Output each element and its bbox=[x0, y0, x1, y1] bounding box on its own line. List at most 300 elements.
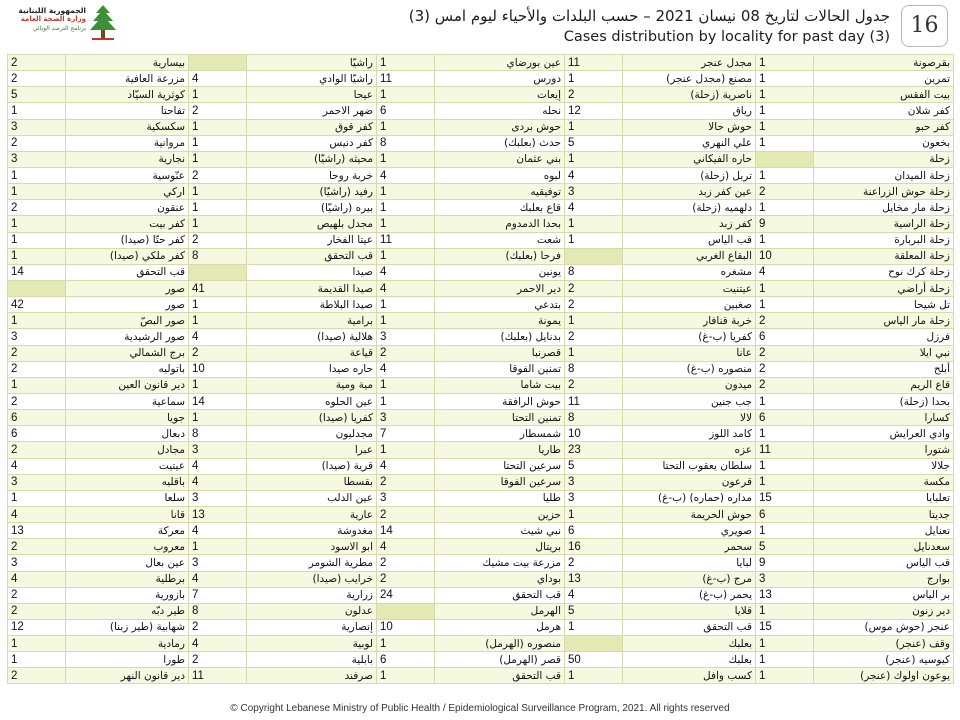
table-row bbox=[8, 571, 954, 587]
locality-name: عين بعال bbox=[66, 555, 189, 571]
case-count: 5 bbox=[565, 603, 623, 619]
table-row bbox=[8, 264, 954, 280]
case-count: 3 bbox=[8, 119, 66, 135]
locality-name: باقليه bbox=[66, 474, 189, 490]
case-count: 2 bbox=[8, 361, 66, 377]
case-count: 6 bbox=[377, 103, 435, 119]
table-row bbox=[8, 329, 954, 345]
case-count: 1 bbox=[756, 523, 814, 539]
table-row bbox=[8, 55, 954, 71]
locality-name: مجادل bbox=[66, 442, 189, 458]
table-row bbox=[8, 636, 954, 652]
locality-name: قب التحقق bbox=[66, 264, 189, 280]
locality-name: عنقون bbox=[66, 200, 189, 216]
locality-name: محيثه (راشيّا) bbox=[247, 151, 377, 167]
locality-name: عانا bbox=[623, 345, 756, 361]
region-header: بعلبك bbox=[623, 636, 756, 652]
case-count: 1 bbox=[189, 151, 247, 167]
case-count: 1 bbox=[756, 167, 814, 183]
case-count: 4 bbox=[565, 587, 623, 603]
locality-name: رياق bbox=[623, 103, 756, 119]
case-count: 1 bbox=[377, 119, 435, 135]
case-count: 2 bbox=[377, 571, 435, 587]
cases-table bbox=[7, 54, 954, 684]
locality-name: بوداي bbox=[435, 571, 565, 587]
locality-name: بيت الفقس bbox=[814, 87, 954, 103]
locality-name: تعنايل bbox=[814, 523, 954, 539]
table-row bbox=[8, 200, 954, 216]
locality-name: بحدا (زحلة) bbox=[814, 393, 954, 409]
case-count: 2 bbox=[189, 232, 247, 248]
case-count: 14 bbox=[189, 393, 247, 409]
title-english: Cases distribution by locality for past day (3) bbox=[563, 29, 890, 45]
case-count: 1 bbox=[756, 652, 814, 668]
table-row bbox=[8, 313, 954, 329]
locality-name: مصنع (مجدل عنجر) bbox=[623, 71, 756, 87]
case-count: 4 bbox=[377, 280, 435, 296]
case-count: 3 bbox=[377, 410, 435, 426]
locality-name: سماعية bbox=[66, 393, 189, 409]
case-count bbox=[565, 636, 623, 652]
locality-name: كوثرية السيّاد bbox=[66, 87, 189, 103]
table-row bbox=[8, 345, 954, 361]
table-row bbox=[8, 619, 954, 635]
locality-name: زحلة حوش الزراعنة bbox=[814, 184, 954, 200]
case-count: 2 bbox=[756, 184, 814, 200]
case-count: 1 bbox=[756, 232, 814, 248]
locality-name: سلعا bbox=[66, 490, 189, 506]
locality-name: مكسة bbox=[814, 474, 954, 490]
table-row bbox=[8, 506, 954, 522]
locality-name: زحلة البربارة bbox=[814, 232, 954, 248]
case-count: 2 bbox=[377, 474, 435, 490]
table-row bbox=[8, 458, 954, 474]
locality-name: تمنين الفوقا bbox=[435, 361, 565, 377]
locality-name: يوعون اولوك (عنجر) bbox=[814, 668, 954, 684]
case-count: 11 bbox=[565, 393, 623, 409]
locality-name: تربل (زحلة) bbox=[623, 167, 756, 183]
table-row bbox=[8, 523, 954, 539]
case-count: 8 bbox=[565, 410, 623, 426]
case-count: 2 bbox=[8, 345, 66, 361]
case-count: 6 bbox=[8, 410, 66, 426]
locality-name: منصوره (الهرمل) bbox=[435, 636, 565, 652]
case-count: 2 bbox=[189, 652, 247, 668]
table-row bbox=[8, 232, 954, 248]
locality-name: لبايا bbox=[623, 555, 756, 571]
locality-name: خرايب (صيدا) bbox=[247, 571, 377, 587]
locality-name: حوش حالا bbox=[623, 119, 756, 135]
locality-name: ضهر الاحمر bbox=[247, 103, 377, 119]
case-count: 1 bbox=[189, 135, 247, 151]
case-count: 1 bbox=[377, 377, 435, 393]
case-count: 4 bbox=[756, 264, 814, 280]
table-row bbox=[8, 167, 954, 183]
case-count: 2 bbox=[565, 87, 623, 103]
case-count: 6 bbox=[8, 426, 66, 442]
locality-name: يحمر (ب-غ) bbox=[623, 587, 756, 603]
locality-name: هلالية (صيدا) bbox=[247, 329, 377, 345]
case-count: 1 bbox=[565, 313, 623, 329]
logo-line2: وزارة الصحة العامة bbox=[20, 15, 86, 23]
locality-name: راشيّا الوادي bbox=[247, 71, 377, 87]
locality-name: طير دبّه bbox=[66, 603, 189, 619]
case-count: 2 bbox=[377, 555, 435, 571]
case-count: 1 bbox=[756, 458, 814, 474]
case-count: 2 bbox=[8, 135, 66, 151]
locality-name: زحلة مار مخايل bbox=[814, 200, 954, 216]
page-number: 16 bbox=[901, 5, 948, 47]
case-count: 1 bbox=[377, 55, 435, 71]
locality-name: قب التحقق bbox=[435, 587, 565, 603]
case-count: 24 bbox=[377, 587, 435, 603]
locality-name: كسب وافل bbox=[623, 668, 756, 684]
case-count: 2 bbox=[8, 55, 66, 71]
locality-name: عين بورضاي bbox=[435, 55, 565, 71]
case-count: 8 bbox=[377, 135, 435, 151]
locality-name: كفريا (صيدا) bbox=[247, 410, 377, 426]
locality-name: زحلة مار الياس bbox=[814, 313, 954, 329]
region-header: صور bbox=[66, 280, 189, 296]
locality-name: حوش بردى bbox=[435, 119, 565, 135]
locality-name: كفر شلان bbox=[814, 103, 954, 119]
case-count: 2 bbox=[377, 345, 435, 361]
locality-name: كفر قوق bbox=[247, 119, 377, 135]
table-row bbox=[8, 216, 954, 232]
case-count: 9 bbox=[756, 555, 814, 571]
locality-name: عين كفر زبد bbox=[623, 184, 756, 200]
locality-name: بقسطا bbox=[247, 474, 377, 490]
locality-name: كسارا bbox=[814, 410, 954, 426]
locality-name: باتوليه bbox=[66, 361, 189, 377]
case-count: 13 bbox=[189, 506, 247, 522]
case-count: 1 bbox=[756, 474, 814, 490]
locality-name: عزه bbox=[623, 442, 756, 458]
locality-name: أبلح bbox=[814, 361, 954, 377]
case-count: 1 bbox=[377, 248, 435, 264]
case-count: 1 bbox=[756, 71, 814, 87]
case-count: 1 bbox=[189, 119, 247, 135]
locality-name: دير قانون النهر bbox=[66, 668, 189, 684]
case-count: 3 bbox=[189, 442, 247, 458]
locality-name: قياعة bbox=[247, 345, 377, 361]
cedar-icon bbox=[88, 4, 118, 42]
case-count: 1 bbox=[756, 297, 814, 313]
locality-name: صيدا البلاطة bbox=[247, 297, 377, 313]
locality-name: جلالا bbox=[814, 458, 954, 474]
case-count: 2 bbox=[8, 71, 66, 87]
table-row bbox=[8, 377, 954, 393]
locality-name: خربة قنافار bbox=[623, 313, 756, 329]
case-count: 2 bbox=[756, 313, 814, 329]
locality-name: ناصرية (زحلة) bbox=[623, 87, 756, 103]
case-count: 3 bbox=[8, 474, 66, 490]
case-count: 4 bbox=[189, 71, 247, 87]
locality-name: يمونة bbox=[435, 313, 565, 329]
locality-name: قلايا bbox=[623, 603, 756, 619]
case-count: 1 bbox=[756, 87, 814, 103]
case-count: 4 bbox=[189, 329, 247, 345]
locality-name: عبرا bbox=[247, 442, 377, 458]
locality-name: بيسارية bbox=[66, 55, 189, 71]
logo-line1: الجمهورية اللبنانية bbox=[18, 6, 86, 15]
locality-name: عنجر (حوش موس) bbox=[814, 619, 954, 635]
locality-name: حوش الحريمة bbox=[623, 506, 756, 522]
locality-name: دير قانون العين bbox=[66, 377, 189, 393]
case-count: 2 bbox=[8, 442, 66, 458]
locality-name: صور الرشيدية bbox=[66, 329, 189, 345]
case-count: 1 bbox=[565, 619, 623, 635]
locality-name: برامية bbox=[247, 313, 377, 329]
locality-name: تل شيحا bbox=[814, 297, 954, 313]
case-count: 4 bbox=[189, 474, 247, 490]
case-count: 2 bbox=[565, 280, 623, 296]
locality-name: كفر حتّا (صيدا) bbox=[66, 232, 189, 248]
case-count: 1 bbox=[189, 184, 247, 200]
locality-name: جويا bbox=[66, 410, 189, 426]
case-count: 1 bbox=[8, 184, 66, 200]
locality-name: توفيقيه bbox=[435, 184, 565, 200]
case-count: 1 bbox=[565, 119, 623, 135]
case-count: 23 bbox=[565, 442, 623, 458]
locality-name: بر الياس bbox=[814, 587, 954, 603]
locality-name: مزرعة العافية bbox=[66, 71, 189, 87]
locality-name: مية ومية bbox=[247, 377, 377, 393]
case-count: 1 bbox=[377, 216, 435, 232]
table-row bbox=[8, 103, 954, 119]
case-count: 2 bbox=[565, 297, 623, 313]
case-count: 15 bbox=[756, 619, 814, 635]
logo-line3: برنامج الترصد الوبائي bbox=[32, 25, 86, 32]
locality-name: معركة bbox=[66, 523, 189, 539]
case-count: 5 bbox=[8, 87, 66, 103]
locality-name: قرية (صيدا) bbox=[247, 458, 377, 474]
locality-name: عين الدلب bbox=[247, 490, 377, 506]
case-count: 1 bbox=[377, 297, 435, 313]
locality-name: دير الاحمر bbox=[435, 280, 565, 296]
locality-name: كيوسيه (عنجر) bbox=[814, 652, 954, 668]
locality-name: قصر (الهرمل) bbox=[435, 652, 565, 668]
locality-name: زحلة أراضي bbox=[814, 280, 954, 296]
case-count: 4 bbox=[8, 458, 66, 474]
case-count: 1 bbox=[756, 135, 814, 151]
locality-name: قب التحقق bbox=[623, 619, 756, 635]
region-header: الهرمل bbox=[435, 603, 565, 619]
locality-name: نجارية bbox=[66, 151, 189, 167]
case-count: 2 bbox=[565, 329, 623, 345]
case-count: 4 bbox=[189, 636, 247, 652]
case-count: 4 bbox=[565, 200, 623, 216]
locality-name: دبعال bbox=[66, 426, 189, 442]
region-header: زحلة bbox=[814, 151, 954, 167]
locality-name: صرفند bbox=[247, 668, 377, 684]
table-row bbox=[8, 248, 954, 264]
case-count: 8 bbox=[189, 603, 247, 619]
case-count: 1 bbox=[756, 200, 814, 216]
table-row bbox=[8, 490, 954, 506]
case-count: 6 bbox=[756, 506, 814, 522]
locality-name: تمنين التحتا bbox=[435, 410, 565, 426]
case-count: 1 bbox=[377, 313, 435, 329]
locality-name: كامد اللوز bbox=[623, 426, 756, 442]
locality-name: طليا bbox=[435, 490, 565, 506]
case-count: 11 bbox=[189, 668, 247, 684]
region-header: البقاع الغربي bbox=[623, 248, 756, 264]
locality-name: سرعين التحتا bbox=[435, 458, 565, 474]
locality-name: لوبية bbox=[247, 636, 377, 652]
case-count bbox=[189, 55, 247, 71]
locality-name: حدث (بعلبك) bbox=[435, 135, 565, 151]
case-count: 1 bbox=[756, 668, 814, 684]
case-count: 1 bbox=[8, 377, 66, 393]
locality-name: مزرعة بيت مشيك bbox=[435, 555, 565, 571]
case-count: 2 bbox=[8, 200, 66, 216]
case-count: 3 bbox=[377, 329, 435, 345]
locality-name: مشغره bbox=[623, 264, 756, 280]
locality-name: كفر ملكي (صيدا) bbox=[66, 248, 189, 264]
locality-name: قرعون bbox=[623, 474, 756, 490]
case-count: 9 bbox=[756, 216, 814, 232]
table-row bbox=[8, 539, 954, 555]
locality-name: كفر دنيس bbox=[247, 135, 377, 151]
case-count: 2 bbox=[189, 167, 247, 183]
locality-name: صور البصّ bbox=[66, 313, 189, 329]
locality-name: حاره صيدا bbox=[247, 361, 377, 377]
case-count: 2 bbox=[189, 345, 247, 361]
case-count: 13 bbox=[8, 523, 66, 539]
case-count: 1 bbox=[377, 393, 435, 409]
locality-name: بابلية bbox=[247, 652, 377, 668]
copyright-footer: © Copyright Lebanese Ministry of Public Health / Epidemiological Surveillance Program, 2021. All rights reserved bbox=[230, 703, 730, 714]
locality-name: زحلة كرك نوح bbox=[814, 264, 954, 280]
case-count: 3 bbox=[565, 474, 623, 490]
case-count: 11 bbox=[377, 232, 435, 248]
case-count: 11 bbox=[756, 442, 814, 458]
case-count: 2 bbox=[8, 668, 66, 684]
locality-name: بقرصونة bbox=[814, 55, 954, 71]
case-count: 1 bbox=[189, 539, 247, 555]
case-count: 1 bbox=[8, 313, 66, 329]
case-count: 13 bbox=[756, 587, 814, 603]
locality-name: منصوره (ب-غ) bbox=[623, 361, 756, 377]
locality-name: لالا bbox=[623, 410, 756, 426]
case-count: 1 bbox=[756, 280, 814, 296]
locality-name: كفريا (ب-غ) bbox=[623, 329, 756, 345]
case-count: 4 bbox=[377, 264, 435, 280]
case-count: 4 bbox=[377, 539, 435, 555]
table-row bbox=[8, 280, 954, 296]
locality-name: بعلبك bbox=[623, 652, 756, 668]
case-count: 2 bbox=[8, 603, 66, 619]
case-count: 12 bbox=[565, 103, 623, 119]
locality-name: زحلة الراسية bbox=[814, 216, 954, 232]
locality-name: عيتنيت bbox=[623, 280, 756, 296]
locality-name: كفر حبو bbox=[814, 119, 954, 135]
table-row bbox=[8, 87, 954, 103]
ministry-logo bbox=[6, 4, 118, 48]
case-count: 1 bbox=[756, 55, 814, 71]
case-count bbox=[8, 280, 66, 296]
case-count: 1 bbox=[8, 103, 66, 119]
case-count: 3 bbox=[189, 555, 247, 571]
case-count: 6 bbox=[756, 410, 814, 426]
title-arabic: جدول الحالات لتاريخ 08 نيسان 2021 – حسب البلدات والأحياء ليوم امس (3) bbox=[408, 7, 890, 25]
case-count: 2 bbox=[756, 345, 814, 361]
locality-name: زحلة المعلقة bbox=[814, 248, 954, 264]
table-row bbox=[8, 603, 954, 619]
case-count: 1 bbox=[8, 232, 66, 248]
table-row bbox=[8, 135, 954, 151]
case-count: 8 bbox=[189, 248, 247, 264]
case-count: 2 bbox=[8, 393, 66, 409]
case-count: 16 bbox=[565, 539, 623, 555]
locality-name: طورا bbox=[66, 652, 189, 668]
case-count: 1 bbox=[756, 426, 814, 442]
case-count: 1 bbox=[8, 636, 66, 652]
case-count: 1 bbox=[189, 377, 247, 393]
locality-name: مرج (ب-غ) bbox=[623, 571, 756, 587]
locality-name: اركي bbox=[66, 184, 189, 200]
locality-name: برج الشمالي bbox=[66, 345, 189, 361]
locality-name: ابو الاسود bbox=[247, 539, 377, 555]
case-count: 12 bbox=[8, 619, 66, 635]
case-count: 3 bbox=[8, 151, 66, 167]
case-count: 1 bbox=[377, 636, 435, 652]
table-row bbox=[8, 555, 954, 571]
case-count: 8 bbox=[565, 264, 623, 280]
case-count: 1 bbox=[8, 248, 66, 264]
table-row bbox=[8, 119, 954, 135]
case-count: 3 bbox=[565, 184, 623, 200]
case-count: 14 bbox=[377, 523, 435, 539]
case-count: 2 bbox=[756, 377, 814, 393]
table-row bbox=[8, 393, 954, 409]
case-count: 5 bbox=[756, 539, 814, 555]
locality-name: مروانية bbox=[66, 135, 189, 151]
case-count bbox=[189, 264, 247, 280]
locality-name: إنصارية bbox=[247, 619, 377, 635]
locality-name: تعلبايا bbox=[814, 490, 954, 506]
case-count: 11 bbox=[377, 71, 435, 87]
case-count: 1 bbox=[377, 200, 435, 216]
case-count: 1 bbox=[189, 216, 247, 232]
case-count: 1 bbox=[756, 119, 814, 135]
case-count: 11 bbox=[565, 55, 623, 71]
table-row bbox=[8, 184, 954, 200]
case-count: 2 bbox=[565, 377, 623, 393]
locality-name: صويري bbox=[623, 523, 756, 539]
table-row bbox=[8, 297, 954, 313]
locality-name: مغدوشة bbox=[247, 523, 377, 539]
locality-name: جديتا bbox=[814, 506, 954, 522]
locality-name: عيحا bbox=[247, 87, 377, 103]
case-count: 4 bbox=[377, 458, 435, 474]
case-count: 4 bbox=[565, 167, 623, 183]
case-count: 1 bbox=[565, 216, 623, 232]
locality-name: فرحا (بعلبك) bbox=[435, 248, 565, 264]
case-count: 2 bbox=[189, 103, 247, 119]
case-count: 1 bbox=[377, 442, 435, 458]
locality-name: شمسطار bbox=[435, 426, 565, 442]
case-count: 2 bbox=[377, 506, 435, 522]
locality-name: عدلون bbox=[247, 603, 377, 619]
locality-name: عين الحلوه bbox=[247, 393, 377, 409]
locality-name: رفيد (راشيّا) bbox=[247, 184, 377, 200]
locality-name: بدنايل (بعلبك) bbox=[435, 329, 565, 345]
locality-name: سلطان يعقوب التحتا bbox=[623, 458, 756, 474]
locality-name: عارية bbox=[247, 506, 377, 522]
locality-name: دلهميه (زحلة) bbox=[623, 200, 756, 216]
